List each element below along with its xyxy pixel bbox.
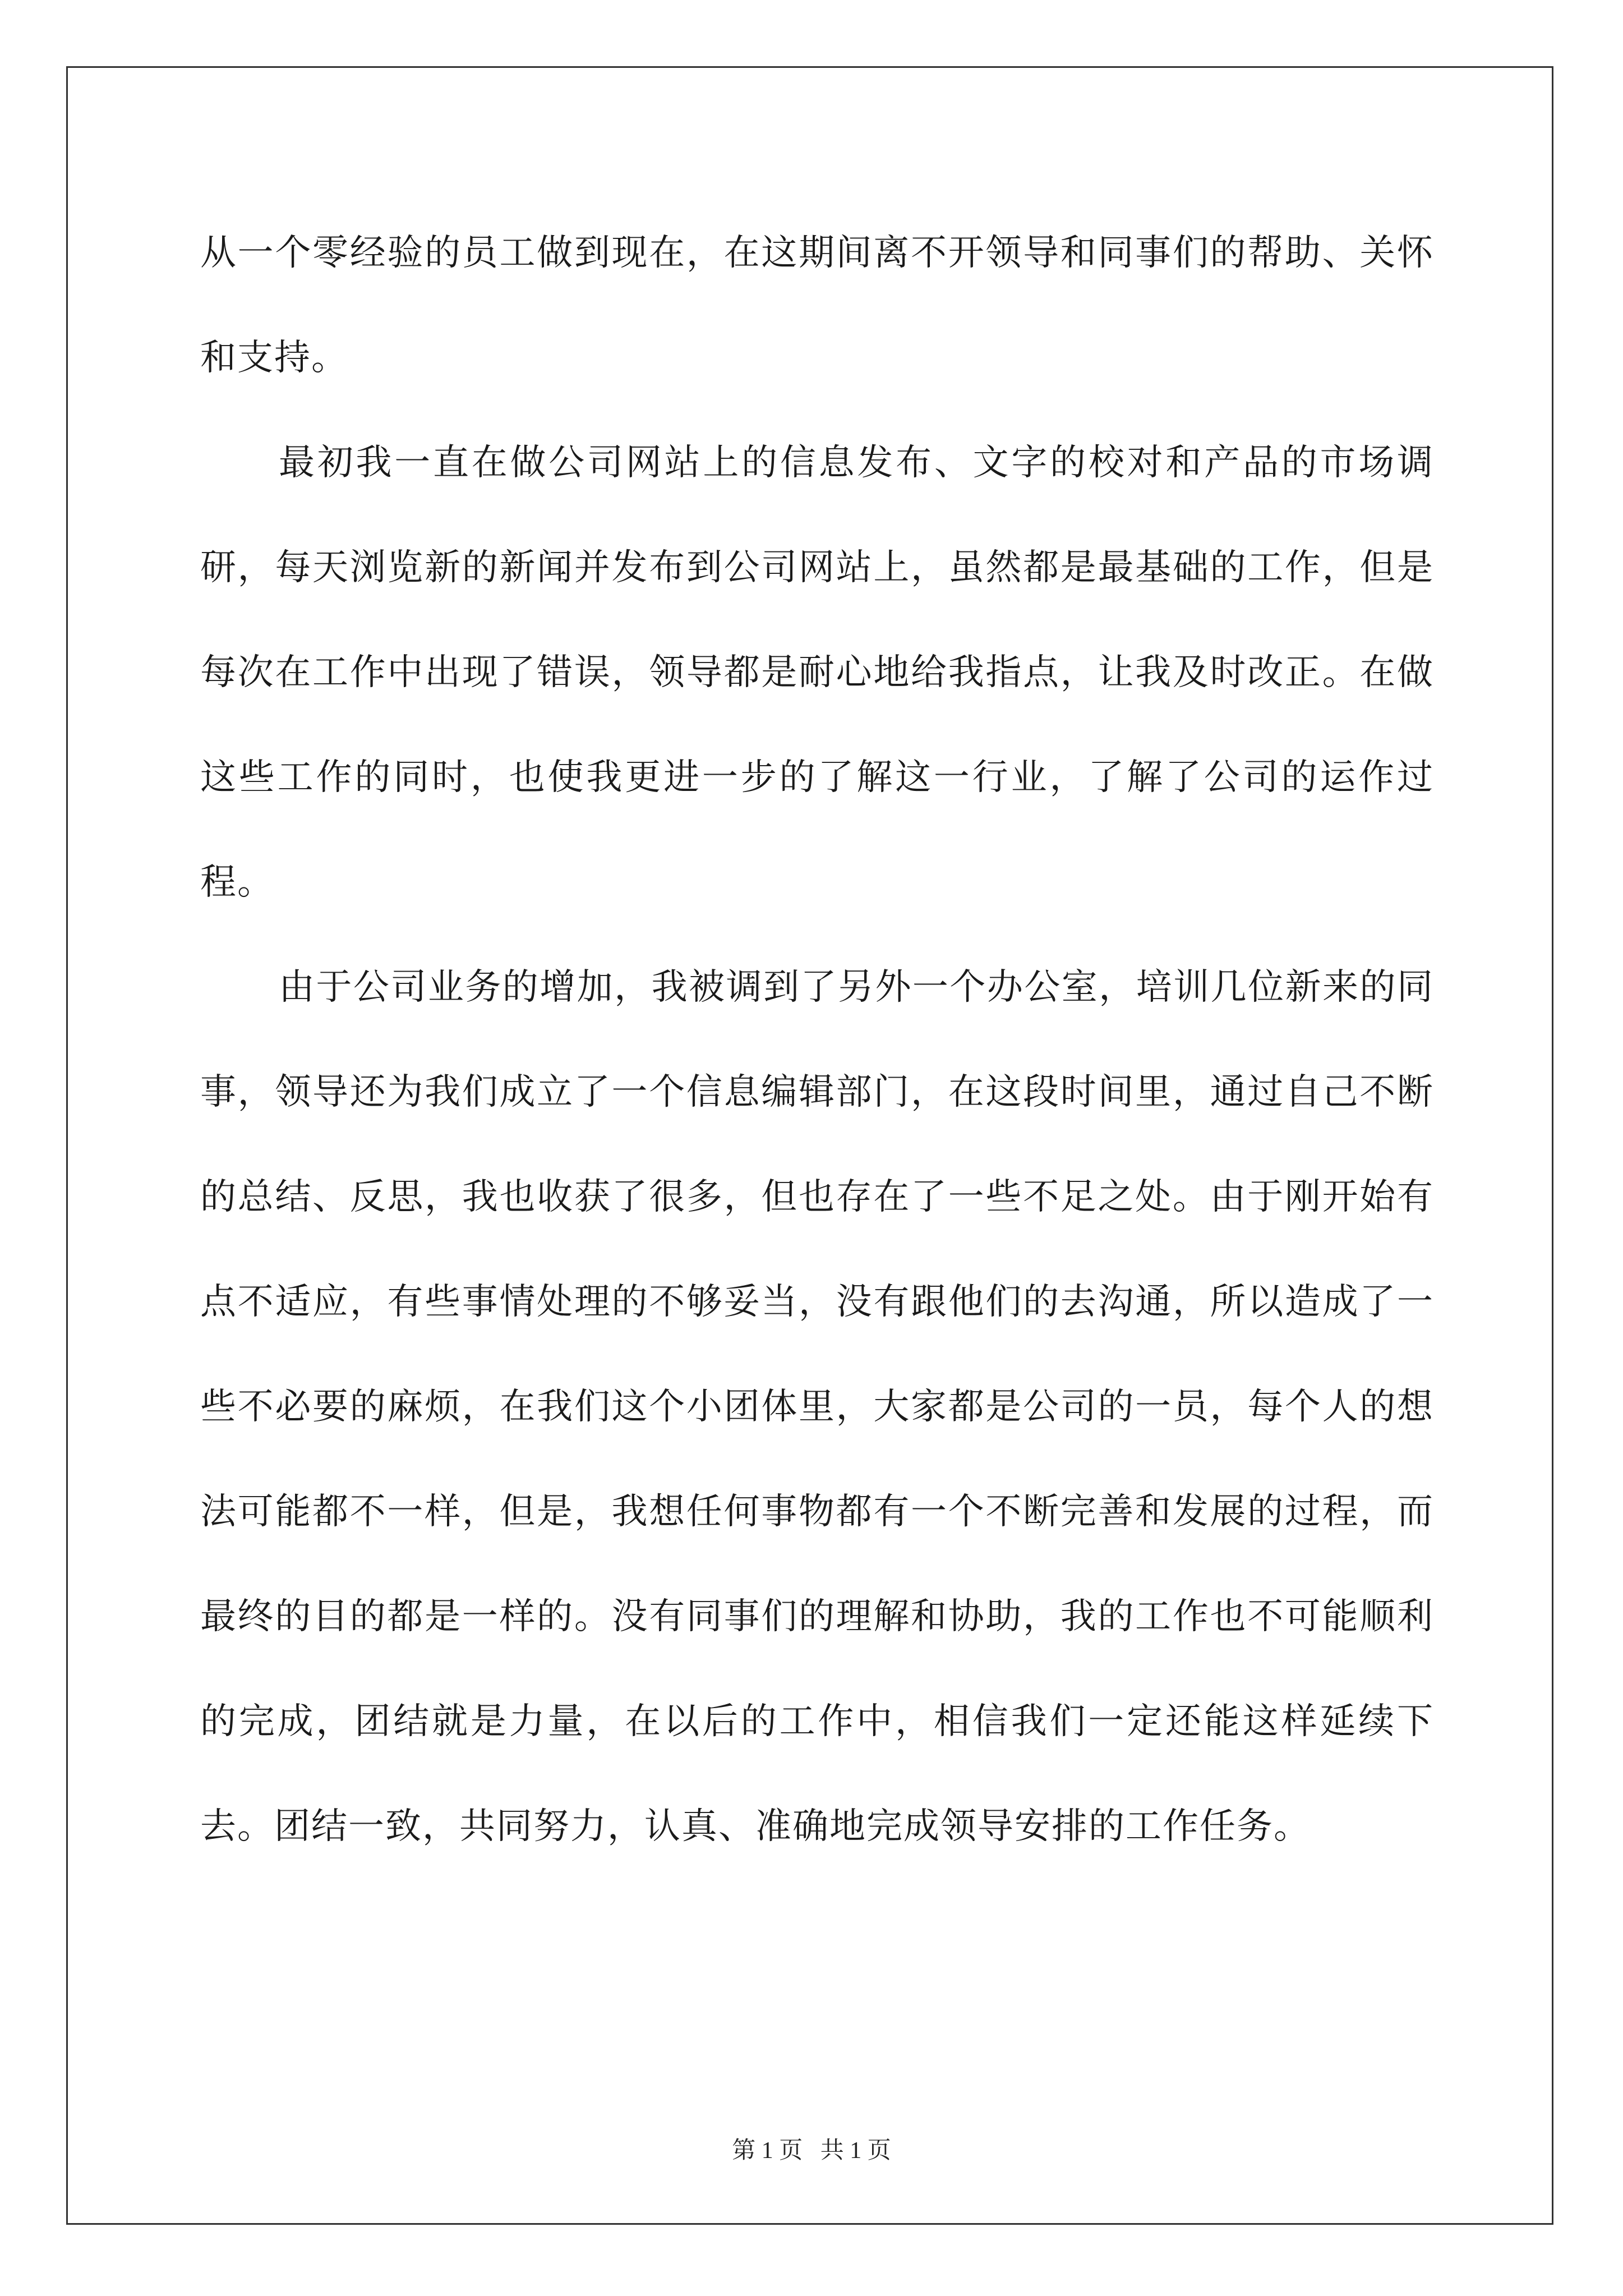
paragraph-3: 由于公司业务的增加，我被调到了另外一个办公室，培训几位新来的同事，领导还为我们成立了一个信息编辑部门，在这段时间里，通过自己不断的总结、反思，我也收获了很多，但也存在了一些不足之处。由于刚开始有点不适应，有些事情处理的不够妥当，没有跟他们的去沟通，所以造成了一些不必要的麻烦，在我们这个小团体里，大家都是公司的一员，每个人的想法可能都不一样，但是，我想任何事物都有一个不断完善和发展的过程，而最终的目的都是一样的。没有同事们的理解和协助，我的工作也不可能顺利的完成，团结就是力量，在以后的工作中，相信我们一定还能这样延续下去。团结一致，共同努力，认真、准确地完成领导安排的工作任务。	[200, 967, 1434, 1847]
document-body	[200, 201, 1434, 1879]
page-number-footer: 第 1 页 共 1 页	[732, 2138, 891, 2164]
paragraph-1: 从一个零经验的员工做到现在，在这期间离不开领导和同事们的帮助、关怀和支持。	[200, 232, 1434, 379]
paragraph-2: 最初我一直在做公司网站上的信息发布、文字的校对和产品的市场调研，每天浏览新的新闻并发布到公司网站上，虽然都是最基础的工作，但是每次在工作中出现了错误，领导都是耐心地给我指点，让我及时改正。在做这些工作的同时，也使我更进一步的了解这一行业，了解了公司的运作过程。	[200, 442, 1434, 903]
